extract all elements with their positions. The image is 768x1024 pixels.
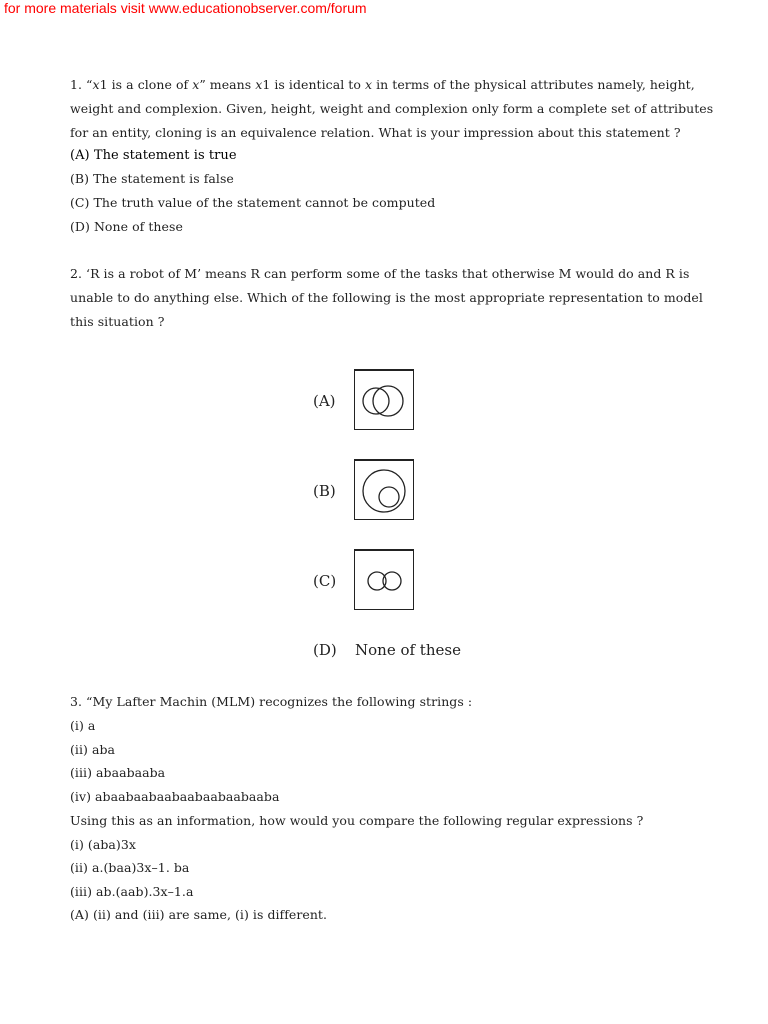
q1-line-2: weight and complexion. Given, height, weight and complexion only form a complete set of attributes	[70, 101, 714, 116]
q3-line-1: 3. “My Lafter Machin (MLM) recognizes the following strings :	[70, 694, 473, 709]
q2-label-c: (C)	[313, 572, 337, 590]
q1-var: x	[92, 77, 100, 92]
q2-line-1: 2. ‘R is a robot of M’ means R can perform some of the tasks that otherwise M would do and R is	[70, 266, 690, 281]
q2-line-3: this situation ?	[70, 314, 165, 329]
q3-string-3: (iii) abaabaaba	[70, 765, 166, 780]
q3-expression-1: (i) (aba)3x	[70, 837, 136, 852]
source-banner[interactable]: for more materials visit www.educationobserver.com/forum	[4, 0, 367, 16]
venn-disjoint-circles	[354, 549, 414, 610]
q3-expression-3: (iii) ab.(aab).3x–1.a	[70, 884, 194, 899]
overlap-circles-icon	[355, 371, 413, 429]
q2-label-d: (D)	[313, 641, 337, 659]
q2-label-a: (A)	[313, 392, 336, 410]
q1-line-3: for an entity, cloning is an equivalence relation. What is your impression about this statement ?	[70, 125, 681, 140]
q3-string-4: (iv) abaabaabaabaabaabaabaaba	[70, 789, 280, 804]
q1-text-b: 1 is a clone of	[99, 77, 193, 92]
q1-var: x	[192, 77, 200, 92]
q1-var: x	[255, 77, 263, 92]
q3-prompt: Using this as an information, how would you compare the following regular expressions ?	[70, 813, 644, 828]
q1-text-c: ” means	[199, 77, 256, 92]
q2-option-d-text: None of these	[355, 641, 461, 659]
venn-overlapping-circles	[354, 369, 414, 430]
q1-text-a: 1. “	[70, 77, 93, 92]
nested-circles-icon	[355, 461, 413, 519]
q1-var: x	[364, 77, 373, 92]
q1-option-d: (D) None of these	[70, 219, 183, 234]
q1-line-1	[70, 77, 695, 92]
q1-option-c: (C) The truth value of the statement cannot be computed	[70, 195, 436, 210]
q1-option-a: (A) The statement is true	[70, 148, 237, 163]
q3-expression-2: (ii) a.(baa)3x–1. ba	[70, 860, 190, 875]
q2-label-b: (B)	[313, 482, 336, 500]
q3-string-2: (ii) aba	[70, 742, 116, 757]
q1-text-e: in terms of the physical attributes namely, height,	[372, 77, 695, 92]
q1-option-b: (B) The statement is false	[70, 171, 234, 186]
q2-line-2: unable to do anything else. Which of the following is the most appropriate representation to model	[70, 290, 703, 305]
venn-nested-circles	[354, 459, 414, 520]
q3-answer-a: (A) (ii) and (iii) are same, (i) is different.	[70, 907, 328, 922]
touching-circles-icon	[355, 551, 413, 609]
q1-text-d: 1 is identical to	[262, 77, 365, 92]
q3-string-1: (i) a	[70, 718, 96, 733]
